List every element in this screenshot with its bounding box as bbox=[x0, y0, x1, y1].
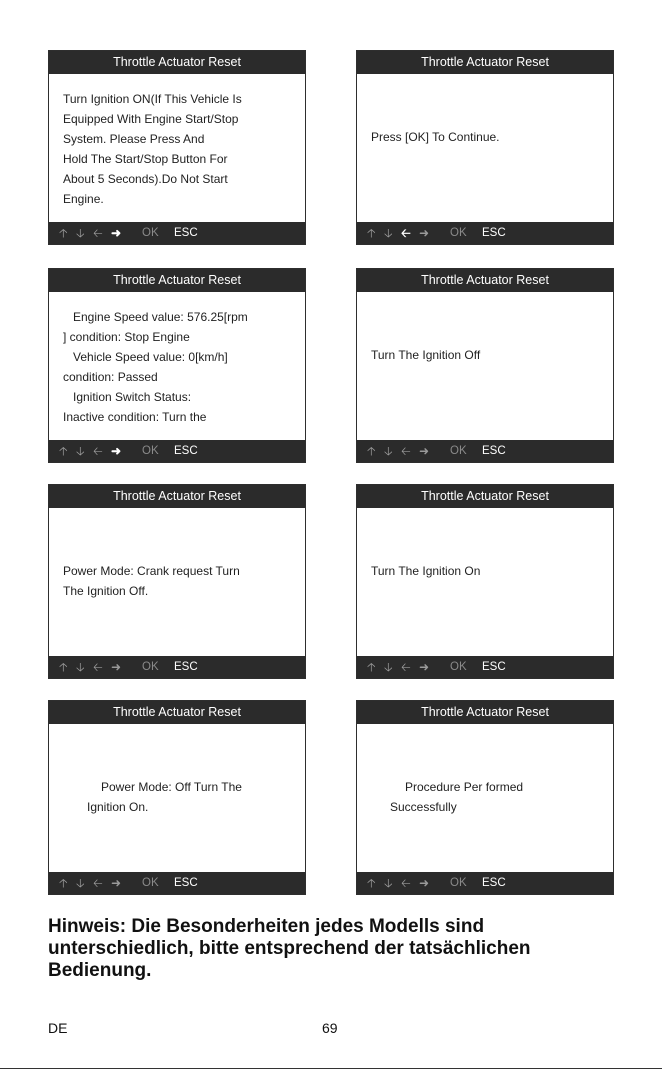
screen-text-line: Successfully bbox=[390, 800, 457, 814]
screen-2 bbox=[356, 50, 614, 245]
screen-text-line: Vehicle Speed value: 0[km/h] bbox=[63, 350, 228, 364]
screen-title: Throttle Actuator Reset bbox=[49, 269, 305, 292]
ok-button[interactable]: OK bbox=[142, 877, 159, 889]
arrow-right-icon[interactable]: ➜ bbox=[419, 444, 430, 458]
screen-title: Throttle Actuator Reset bbox=[357, 701, 613, 724]
button-bar bbox=[357, 440, 613, 462]
arrow-right-icon[interactable]: ➜ bbox=[419, 660, 430, 674]
ok-button[interactable]: OK bbox=[450, 445, 467, 457]
page-number: 69 bbox=[322, 1020, 338, 1036]
arrow-up-icon[interactable]: 🡡 bbox=[367, 660, 376, 674]
screen-text-line: Procedure Per formed bbox=[405, 780, 524, 794]
arrow-down-icon[interactable]: 🡣 bbox=[384, 444, 393, 458]
arrow-up-icon[interactable]: 🡡 bbox=[59, 226, 68, 240]
screen-text-line: Ignition Switch Status: bbox=[63, 390, 192, 404]
arrow-right-icon[interactable]: ➜ bbox=[419, 226, 430, 240]
screen-body bbox=[49, 292, 305, 440]
ok-button[interactable]: OK bbox=[450, 661, 467, 673]
screen-text-line: Turn The Ignition On bbox=[371, 564, 481, 578]
esc-button[interactable]: ESC bbox=[482, 877, 506, 889]
arrow-right-icon[interactable]: ➜ bbox=[111, 226, 122, 240]
arrow-left-icon[interactable]: 🡠 bbox=[401, 226, 411, 240]
button-bar bbox=[49, 222, 305, 244]
screen-body bbox=[49, 74, 305, 222]
arrow-down-icon[interactable]: 🡣 bbox=[384, 226, 393, 240]
button-bar bbox=[357, 872, 613, 894]
ok-button[interactable]: OK bbox=[142, 445, 159, 457]
esc-button[interactable]: ESC bbox=[482, 445, 506, 457]
screen-8 bbox=[356, 700, 614, 895]
button-bar bbox=[357, 656, 613, 678]
screen-1 bbox=[48, 50, 306, 245]
screen-body bbox=[357, 724, 613, 872]
screen-text-line: About 5 Seconds).Do Not Start bbox=[63, 172, 228, 186]
button-bar bbox=[49, 440, 305, 462]
arrow-left-icon[interactable]: 🡠 bbox=[93, 876, 103, 890]
screen-text-line: Turn The Ignition Off bbox=[371, 348, 481, 362]
arrow-up-icon[interactable]: 🡡 bbox=[367, 226, 376, 240]
button-bar bbox=[49, 872, 305, 894]
arrow-left-icon[interactable]: 🡠 bbox=[93, 226, 103, 240]
arrow-up-icon[interactable]: 🡡 bbox=[59, 660, 68, 674]
arrow-down-icon[interactable]: 🡣 bbox=[384, 660, 393, 674]
button-bar bbox=[49, 656, 305, 678]
arrow-left-icon[interactable]: 🡠 bbox=[401, 876, 411, 890]
arrow-left-icon[interactable]: 🡠 bbox=[93, 660, 103, 674]
screen-text-line: Power Mode: Crank request Turn bbox=[63, 564, 240, 578]
screen-title: Throttle Actuator Reset bbox=[49, 51, 305, 74]
screen-text-line: Press [OK] To Continue. bbox=[371, 130, 500, 144]
esc-button[interactable]: ESC bbox=[482, 227, 506, 239]
arrow-down-icon[interactable]: 🡣 bbox=[76, 444, 85, 458]
screen-title: Throttle Actuator Reset bbox=[357, 269, 613, 292]
screen-6 bbox=[356, 484, 614, 679]
screen-7 bbox=[48, 700, 306, 895]
esc-button[interactable]: ESC bbox=[174, 227, 198, 239]
arrow-up-icon[interactable]: 🡡 bbox=[59, 444, 68, 458]
screen-5 bbox=[48, 484, 306, 679]
arrow-right-icon[interactable]: ➜ bbox=[419, 876, 430, 890]
arrow-down-icon[interactable]: 🡣 bbox=[76, 876, 85, 890]
screen-text-line: Engine Speed value: 576.25[rpm bbox=[63, 310, 248, 324]
esc-button[interactable]: ESC bbox=[174, 661, 198, 673]
arrow-left-icon[interactable]: 🡠 bbox=[401, 444, 411, 458]
screen-title: Throttle Actuator Reset bbox=[357, 51, 613, 74]
screen-body bbox=[49, 508, 305, 656]
screen-text-line: Inactive condition: Turn the bbox=[63, 410, 207, 424]
screen-text-line: Ignition On. bbox=[87, 800, 149, 814]
screen-text-line: Turn Ignition ON(If This Vehicle Is bbox=[63, 92, 242, 106]
screen-title: Throttle Actuator Reset bbox=[49, 485, 305, 508]
esc-button[interactable]: ESC bbox=[482, 661, 506, 673]
language-code: DE bbox=[48, 1020, 68, 1036]
screen-text-line: System. Please Press And bbox=[63, 132, 205, 146]
arrow-down-icon[interactable]: 🡣 bbox=[76, 226, 85, 240]
screen-3 bbox=[48, 268, 306, 463]
hint-note: Hinweis: Die Besonderheiten jedes Modells sind unterschiedlich, bitte entsprechend der tatsächlichen Bedienung. bbox=[48, 916, 531, 981]
arrow-left-icon[interactable]: 🡠 bbox=[93, 444, 103, 458]
button-bar bbox=[357, 222, 613, 244]
ok-button[interactable]: OK bbox=[142, 227, 159, 239]
arrow-right-icon[interactable]: ➜ bbox=[111, 444, 122, 458]
esc-button[interactable]: ESC bbox=[174, 877, 198, 889]
arrow-up-icon[interactable]: 🡡 bbox=[367, 444, 376, 458]
screen-text-line: condition: Passed bbox=[63, 370, 158, 384]
screen-title: Throttle Actuator Reset bbox=[49, 701, 305, 724]
arrow-down-icon[interactable]: 🡣 bbox=[76, 660, 85, 674]
ok-button[interactable]: OK bbox=[450, 877, 467, 889]
arrow-down-icon[interactable]: 🡣 bbox=[384, 876, 393, 890]
screen-body bbox=[49, 724, 305, 872]
arrow-up-icon[interactable]: 🡡 bbox=[59, 876, 68, 890]
esc-button[interactable]: ESC bbox=[174, 445, 198, 457]
screen-text-line: Engine. bbox=[63, 192, 104, 206]
screen-title: Throttle Actuator Reset bbox=[357, 485, 613, 508]
screen-text-line: Hold The Start/Stop Button For bbox=[63, 152, 228, 166]
ok-button[interactable]: OK bbox=[450, 227, 467, 239]
screen-4 bbox=[356, 268, 614, 463]
screen-body bbox=[357, 508, 613, 656]
arrow-right-icon[interactable]: ➜ bbox=[111, 660, 122, 674]
bottom-rule bbox=[0, 1068, 662, 1069]
screen-text-line: Equipped With Engine Start/Stop bbox=[63, 112, 239, 126]
screen-text-line: The Ignition Off. bbox=[63, 584, 149, 598]
ok-button[interactable]: OK bbox=[142, 661, 159, 673]
screen-text-line: Power Mode: Off Turn The bbox=[101, 780, 242, 794]
arrow-up-icon[interactable]: 🡡 bbox=[367, 876, 376, 890]
arrow-left-icon[interactable]: 🡠 bbox=[401, 660, 411, 674]
arrow-right-icon[interactable]: ➜ bbox=[111, 876, 122, 890]
screen-body bbox=[357, 292, 613, 440]
screen-body bbox=[357, 74, 613, 222]
screen-text-line: ] condition: Stop Engine bbox=[63, 330, 190, 344]
